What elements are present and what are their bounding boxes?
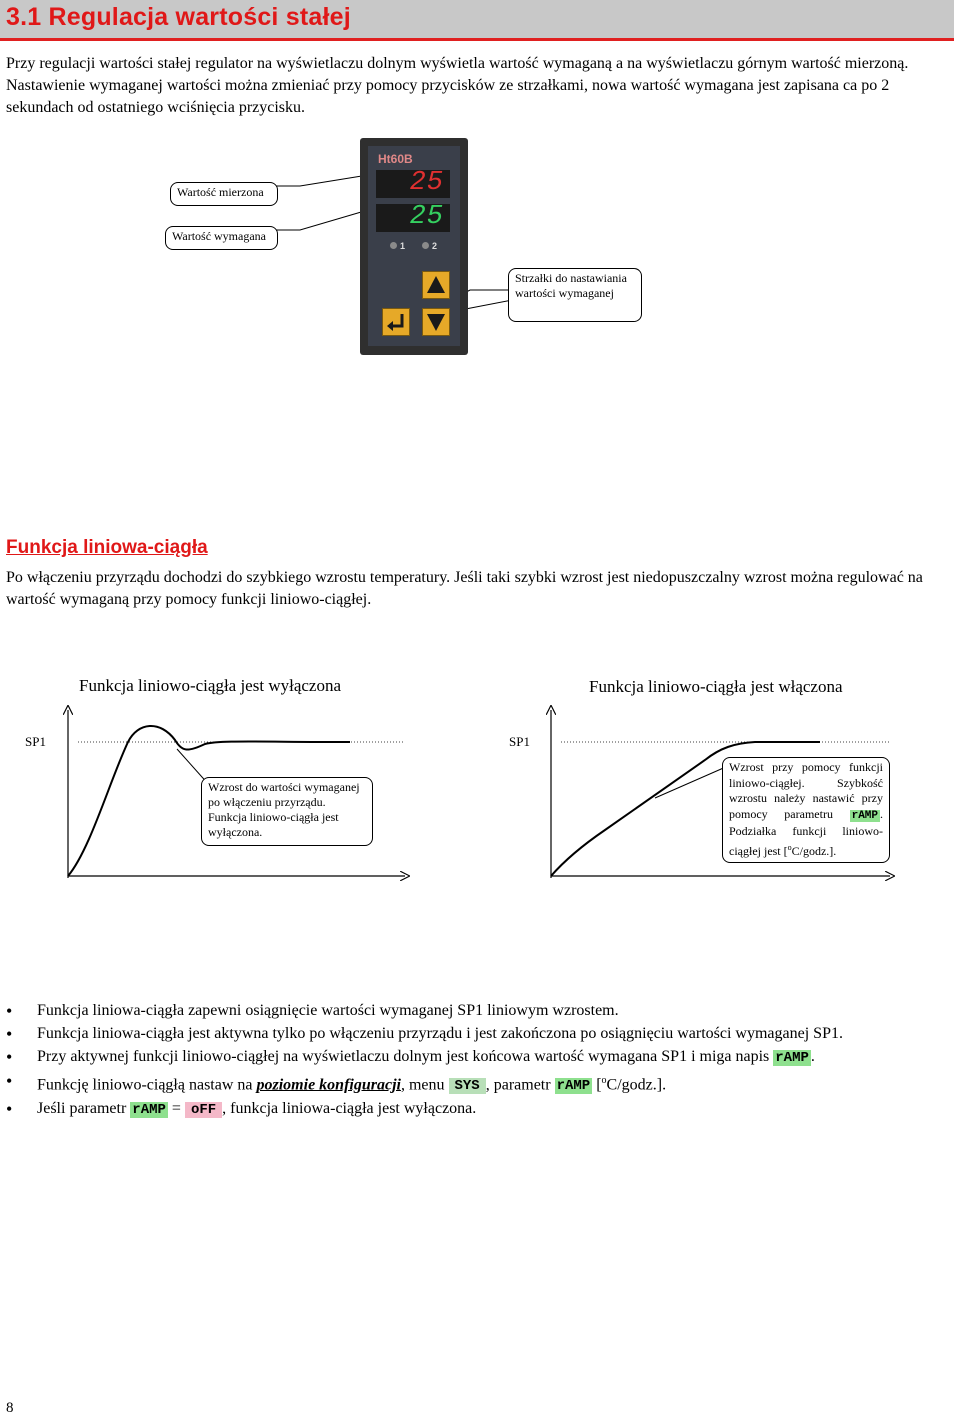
list-item: • Funkcja liniowa-ciągła zapewni osiągnięcie wartości wymaganej SP1 liniowym wzrostem. [6, 1000, 946, 1022]
section2-title: Funkcja liniowa-ciągła [6, 537, 208, 558]
graph-right-sp1: SP1 [509, 734, 530, 749]
section2-paragraph: Po włączeniu przyrządu dochodzi do szybkiego wzrostu temperatury. Jeśli taki szybki wzrost jest niedopuszczalny wzrost można regulować na wartość wymaganą przy pomocy funkcji liniowo-ciągłej. [6, 569, 923, 608]
note-connector [655, 766, 728, 798]
led-1-label: 1 [400, 241, 406, 251]
callout-arrows: Strzałki do nastawiania wartości wymaganej [508, 268, 642, 322]
down-arrow-button[interactable] [422, 308, 450, 336]
list-item: • Funkcję liniowo-ciągłą nastaw na poziomie konfiguracji, menu SYS , parametr rAMP [$^o$C/godz.]. [6, 1070, 946, 1097]
list-item: • Jeśli parametr rAMP = oFF , funkcja liniowa-ciągła jest wyłączona. [6, 1098, 946, 1121]
down-arrow-icon [423, 309, 449, 335]
section-title: 3.1 Regulacja wartości stałej [6, 3, 351, 31]
callout-connectors [0, 0, 960, 400]
ramp-param-code: rAMP [851, 809, 878, 822]
ramp-code: rAMP [556, 1078, 591, 1095]
graph-right-title: Funkcja liniowo-ciągła jest włączona [589, 677, 843, 696]
callout-measured: Wartość mierzona [170, 182, 278, 206]
graph-left-sp1: SP1 [25, 734, 46, 749]
graph-left-title: Funkcja liniowo-ciągła jest wyłączona [79, 676, 341, 695]
led-2-indicator [422, 242, 429, 249]
ramp-code: rAMP [775, 1050, 809, 1066]
enter-button[interactable] [382, 308, 410, 336]
graph-left-note: Wzrost do wartości wymaganej po włączeniu przyrządu. Funkcja liniowo-ciągła jest wyłączona. [201, 777, 373, 846]
device-brand: Ht60B [378, 152, 413, 166]
controller-device [360, 138, 468, 355]
up-arrow-button[interactable] [422, 271, 450, 299]
top-display [376, 170, 450, 198]
ramp-code: rAMP [132, 1102, 166, 1119]
up-arrow-icon [423, 272, 449, 298]
list-item: • Przy aktywnej funkcji liniowo-ciągłej na wyświetlaczu dolnym jest końcowa wartość wymagana SP1 i miga napis rAMP . [6, 1046, 946, 1069]
bullet-list [6, 1000, 946, 1122]
page-number: 8 [6, 1400, 14, 1416]
graph-right-note: Wzrost przy pomocy funkcji liniowo-ciągłej. Szybkość wzrostu należy nastawić przy pomocy parametru rAMP . Podziałka funkcji liniowo-ciągłej jest [$^o$C/godz.]. [722, 757, 890, 863]
off-code: oFF [185, 1102, 222, 1118]
list-item: • Funkcja liniowa-ciągła jest aktywna tylko po włączeniu przyrządu i jest zakończona po osiągnięciu wartości wymaganej SP1. [6, 1023, 946, 1045]
device-face [368, 146, 460, 346]
intro-paragraph: Przy regulacji wartości stałej regulator na wyświetlaczu dolnym wyświetla wartość wymaganą a na wyświetlaczu górnym wartość mierzoną. Nastawienie wymaganej wartości można zmieniać przy pomocy przycisków ze strzałkami, nowa wartość wymagana jest zapisana ca po 2 sekundach od ostatniego wciśnięcia przycisku. [6, 55, 909, 116]
bottom-display [376, 204, 450, 232]
measured-value: 25 [409, 168, 444, 198]
sys-code: SYS [449, 1078, 486, 1094]
callout-setpoint: Wartość wymagana [165, 226, 278, 250]
led-2-label: 2 [432, 241, 438, 251]
setpoint-value: 25 [409, 202, 444, 232]
enter-icon [383, 309, 409, 335]
led-1-indicator [390, 242, 397, 249]
